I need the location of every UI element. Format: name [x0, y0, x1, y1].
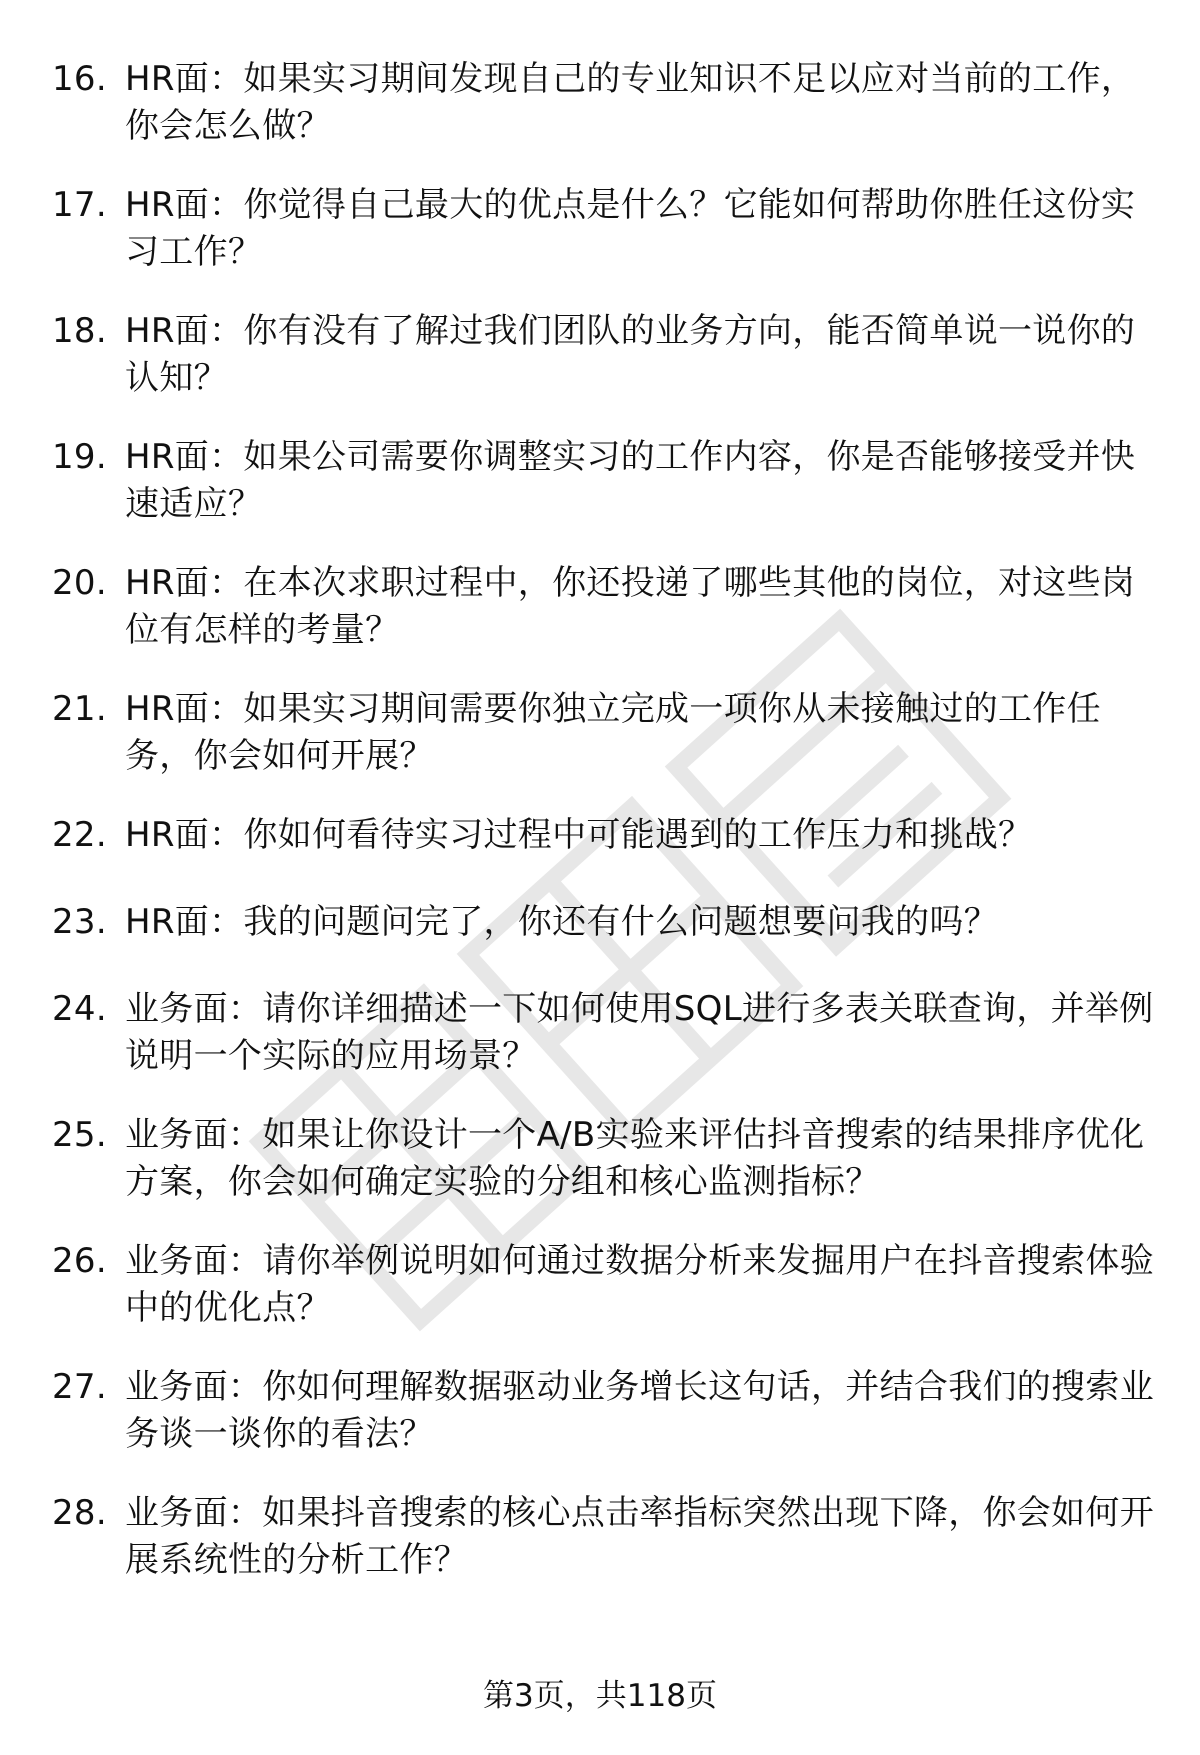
question-text: 业务面：你如何理解数据驱动业务增长这句话，并结合我们的搜索业务谈一谈你的看法？: [125, 1367, 1154, 1454]
question-number: 21.: [52, 689, 107, 729]
question-text: 业务面：如果抖音搜索的核心点击率指标突然出现下降，你会如何开展系统性的分析工作？: [125, 1493, 1154, 1580]
question-text: 业务面：请你详细描述一下如何使用SQL进行多表关联查询，并举例说明一个实际的应用场景？: [125, 989, 1154, 1076]
question-text: 业务面：如果让你设计一个A/B实验来评估抖音搜索的结果排序优化方案，你会如何确定实验的分组和核心监测指标？: [125, 1115, 1145, 1202]
question-number: 23.: [52, 902, 107, 942]
question-text: HR面：我的问题问完了，你还有什么问题想要问我的吗？: [125, 902, 998, 942]
question-number: 25.: [52, 1115, 107, 1155]
question-number: 16.: [52, 59, 107, 99]
question-item: [52, 1364, 1162, 1458]
question-item: [52, 1490, 1162, 1584]
question-text: HR面：如果实习期间需要你独立完成一项你从未接触过的工作任务，你会如何开展？: [125, 689, 1101, 776]
question-item: [52, 56, 1162, 150]
question-number: 19.: [52, 437, 107, 477]
question-text: HR面：如果公司需要你调整实习的工作内容，你是否能够接受并快速适应？: [125, 437, 1136, 524]
question-number: 26.: [52, 1241, 107, 1281]
question-item: [52, 1112, 1162, 1206]
question-item: [52, 1238, 1162, 1332]
question-number: 18.: [52, 311, 107, 351]
question-item: [52, 812, 1162, 859]
question-text: HR面：如果实习期间发现自己的专业知识不足以应对当前的工作，你会怎么做？: [125, 59, 1136, 146]
question-text: HR面：你觉得自己最大的优点是什么？它能如何帮助你胜任这份实习工作？: [125, 185, 1136, 272]
question-item: [52, 434, 1162, 528]
question-item: [52, 899, 1162, 946]
question-list: [52, 56, 1162, 1616]
question-item: [52, 986, 1162, 1080]
question-text: HR面：你有没有了解过我们团队的业务方向，能否简单说一说你的认知？: [125, 311, 1136, 398]
question-text: 业务面：请你举例说明如何通过数据分析来发掘用户在抖音搜索体验中的优化点？: [125, 1241, 1154, 1328]
question-number: 28.: [52, 1493, 107, 1533]
question-number: 22.: [52, 815, 107, 855]
question-text: HR面：在本次求职过程中，你还投递了哪些其他的岗位，对这些岗位有怎样的考量？: [125, 563, 1136, 650]
question-number: 24.: [52, 989, 107, 1029]
question-number: 17.: [52, 185, 107, 225]
question-number: 27.: [52, 1367, 107, 1407]
question-item: [52, 182, 1162, 276]
question-text: HR面：你如何看待实习过程中可能遇到的工作压力和挑战？: [125, 815, 1033, 855]
question-item: [52, 686, 1162, 780]
question-number: 20.: [52, 563, 107, 603]
question-item: [52, 308, 1162, 402]
page-number-footer: 第3页，共118页: [483, 1678, 717, 1714]
question-item: [52, 560, 1162, 654]
